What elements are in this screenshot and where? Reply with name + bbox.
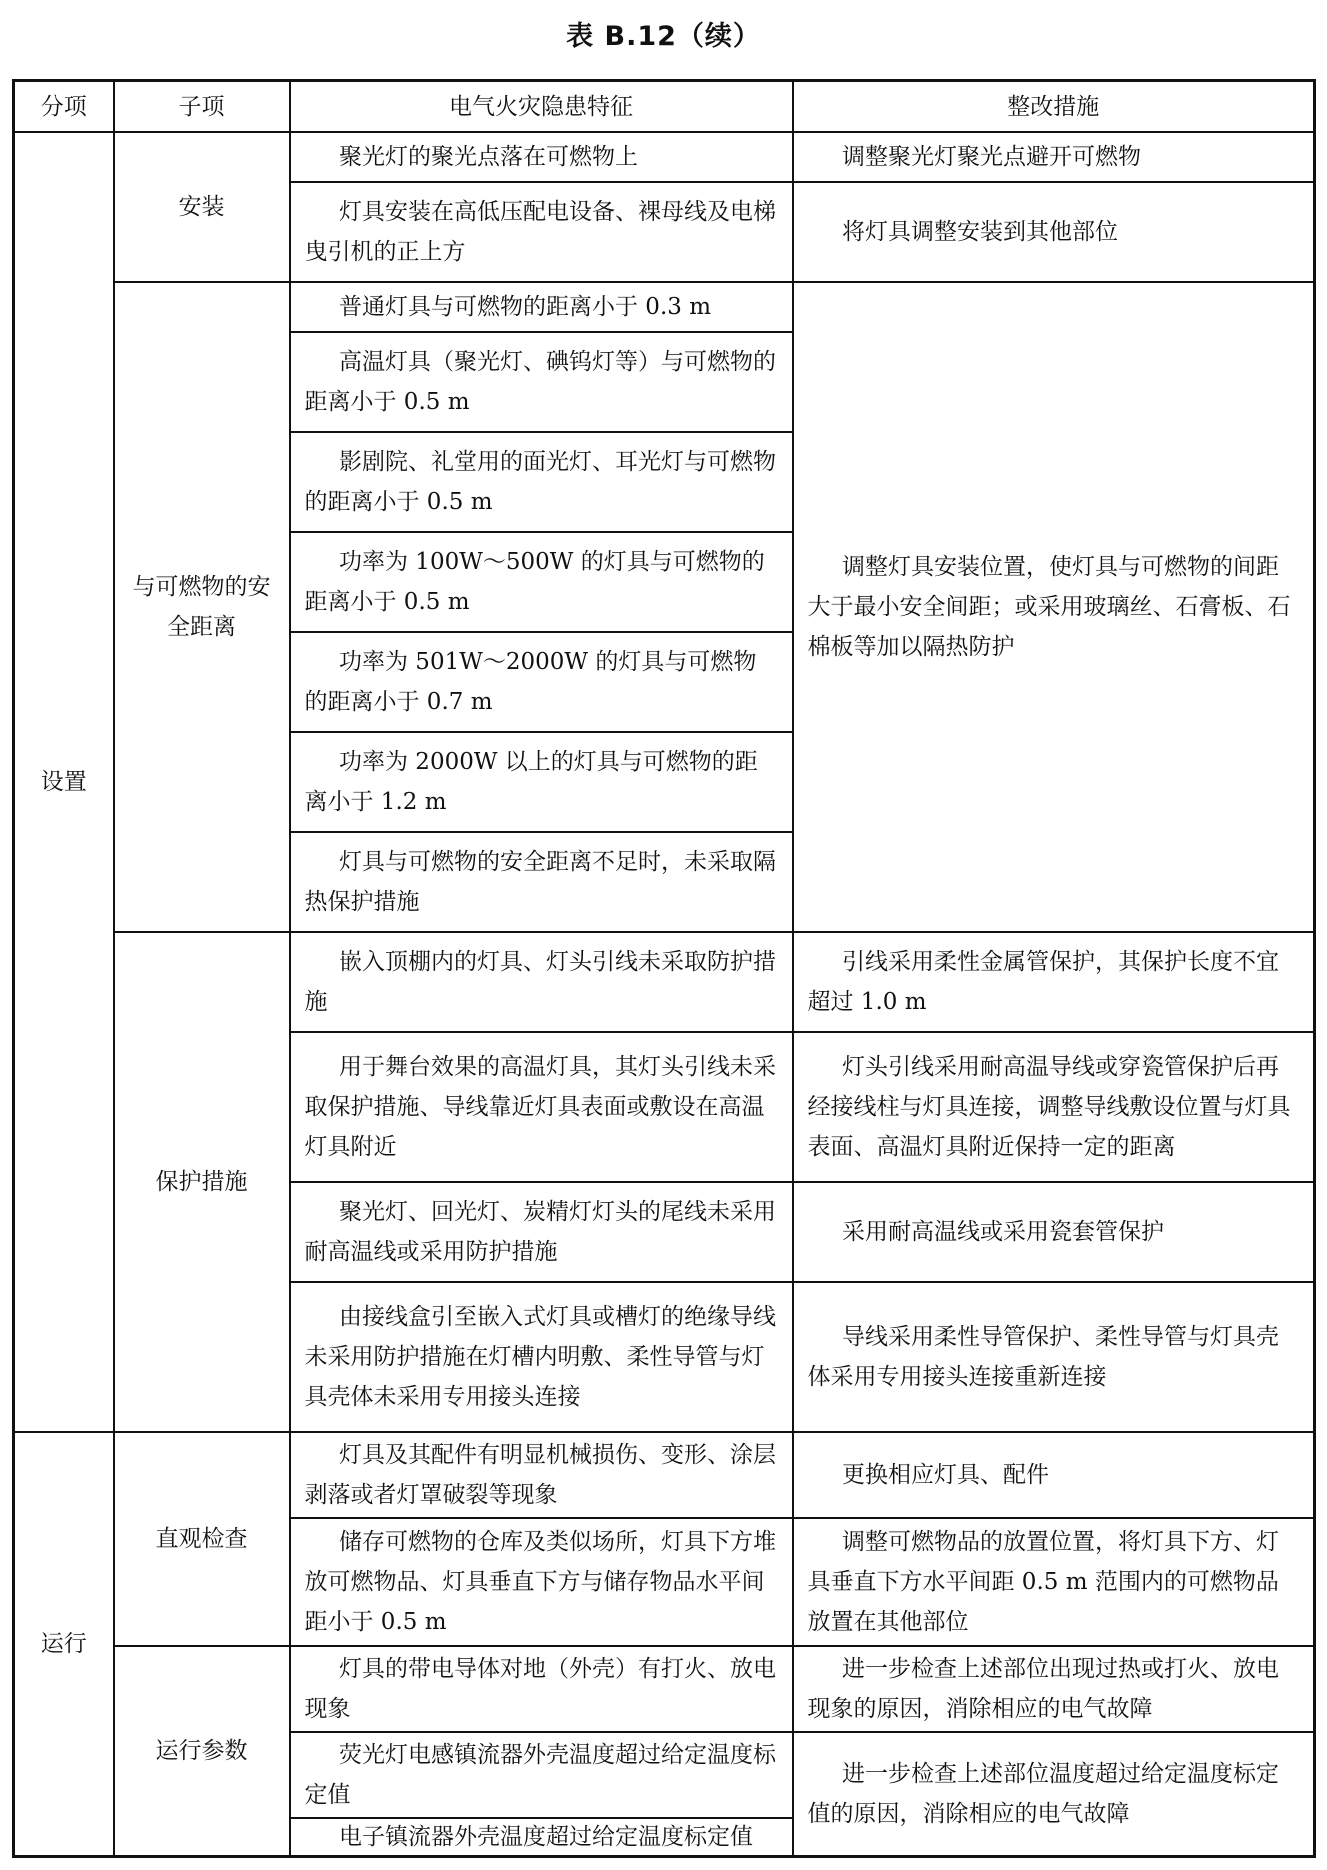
subitem-cell: 安装 <box>114 132 290 282</box>
table-row <box>14 1432 1315 1518</box>
feature-cell: 嵌入顶棚内的灯具、灯头引线未采取防护措施 <box>290 932 793 1032</box>
subitem-cell: 运行参数 <box>114 1646 290 1856</box>
feature-cell: 高温灯具（聚光灯、碘钨灯等）与可燃物的距离小于 0.5 m <box>290 332 793 432</box>
measure-cell: 进一步检查上述部位温度超过给定温度标定值的原因，消除相应的电气故障 <box>793 1732 1315 1856</box>
feature-cell: 电子镇流器外壳温度超过给定温度标定值 <box>290 1818 793 1856</box>
measure-cell: 导线采用柔性导管保护、柔性导管与灯具壳体采用专用接头连接重新连接 <box>793 1282 1315 1432</box>
measure-cell: 进一步检查上述部位出现过热或打火、放电现象的原因，消除相应的电气故障 <box>793 1646 1315 1732</box>
subitem-cell: 与可燃物的安全距离 <box>114 282 290 932</box>
feature-cell: 功率为 100W～500W 的灯具与可燃物的距离小于 0.5 m <box>290 532 793 632</box>
table-row <box>14 132 1315 182</box>
header-category: 分项 <box>14 81 114 133</box>
feature-cell: 灯具安装在高低压配电设备、裸母线及电梯曳引机的正上方 <box>290 182 793 282</box>
measure-cell: 采用耐高温线或采用瓷套管保护 <box>793 1182 1315 1282</box>
measure-cell: 调整可燃物品的放置位置，将灯具下方、灯具垂直下方水平间距 0.5 m 范围内的可燃物品放置在其他部位 <box>793 1518 1315 1646</box>
measure-cell: 灯头引线采用耐高温导线或穿瓷管保护后再经接线柱与灯具连接，调整导线敷设位置与灯具表面、高温灯具附近保持一定的距离 <box>793 1032 1315 1182</box>
feature-cell: 普通灯具与可燃物的距离小于 0.3 m <box>290 282 793 332</box>
subitem-cell: 直观检查 <box>114 1432 290 1646</box>
feature-cell: 由接线盒引至嵌入式灯具或槽灯的绝缘导线未采用防护措施在灯槽内明敷、柔性导管与灯具壳体未采用专用接头连接 <box>290 1282 793 1432</box>
table-row <box>14 282 1315 332</box>
subitem-cell: 保护措施 <box>114 932 290 1432</box>
feature-cell: 聚光灯、回光灯、炭精灯灯头的尾线未采用耐高温线或采用防护措施 <box>290 1182 793 1282</box>
table-row <box>14 1646 1315 1732</box>
feature-cell: 荧光灯电感镇流器外壳温度超过给定温度标定值 <box>290 1732 793 1818</box>
header-subitem: 子项 <box>114 81 290 133</box>
feature-cell: 功率为 501W～2000W 的灯具与可燃物的距离小于 0.7 m <box>290 632 793 732</box>
feature-cell: 用于舞台效果的高温灯具，其灯头引线未采取保护措施、导线靠近灯具表面或敷设在高温灯具附近 <box>290 1032 793 1182</box>
header-measure: 整改措施 <box>793 81 1315 133</box>
measure-cell: 将灯具调整安装到其他部位 <box>793 182 1315 282</box>
measure-cell: 引线采用柔性金属管保护，其保护长度不宜超过 1.0 m <box>793 932 1315 1032</box>
measure-cell: 更换相应灯具、配件 <box>793 1432 1315 1518</box>
category-cell: 设置 <box>14 132 114 1432</box>
category-cell: 运行 <box>14 1432 114 1856</box>
table-row <box>14 932 1315 1032</box>
measure-cell: 调整灯具安装位置，使灯具与可燃物的间距大于最小安全间距；或采用玻璃丝、石膏板、石棉板等加以隔热防护 <box>793 282 1315 932</box>
header-feature: 电气火灾隐患特征 <box>290 81 793 133</box>
feature-cell: 灯具的带电导体对地（外壳）有打火、放电现象 <box>290 1646 793 1732</box>
feature-cell: 影剧院、礼堂用的面光灯、耳光灯与可燃物的距离小于 0.5 m <box>290 432 793 532</box>
table-header-row <box>14 81 1315 133</box>
measure-cell: 调整聚光灯聚光点避开可燃物 <box>793 132 1315 182</box>
feature-cell: 灯具及其配件有明显机械损伤、变形、涂层剥落或者灯罩破裂等现象 <box>290 1432 793 1518</box>
table-title: 表 B.12（续） <box>566 21 761 52</box>
feature-cell: 聚光灯的聚光点落在可燃物上 <box>290 132 793 182</box>
hazard-table <box>12 79 1316 1858</box>
feature-cell: 储存可燃物的仓库及类似场所，灯具下方堆放可燃物品、灯具垂直下方与储存物品水平间距小于 0.5 m <box>290 1518 793 1646</box>
feature-cell: 灯具与可燃物的安全距离不足时，未采取隔热保护措施 <box>290 832 793 932</box>
feature-cell: 功率为 2000W 以上的灯具与可燃物的距离小于 1.2 m <box>290 732 793 832</box>
